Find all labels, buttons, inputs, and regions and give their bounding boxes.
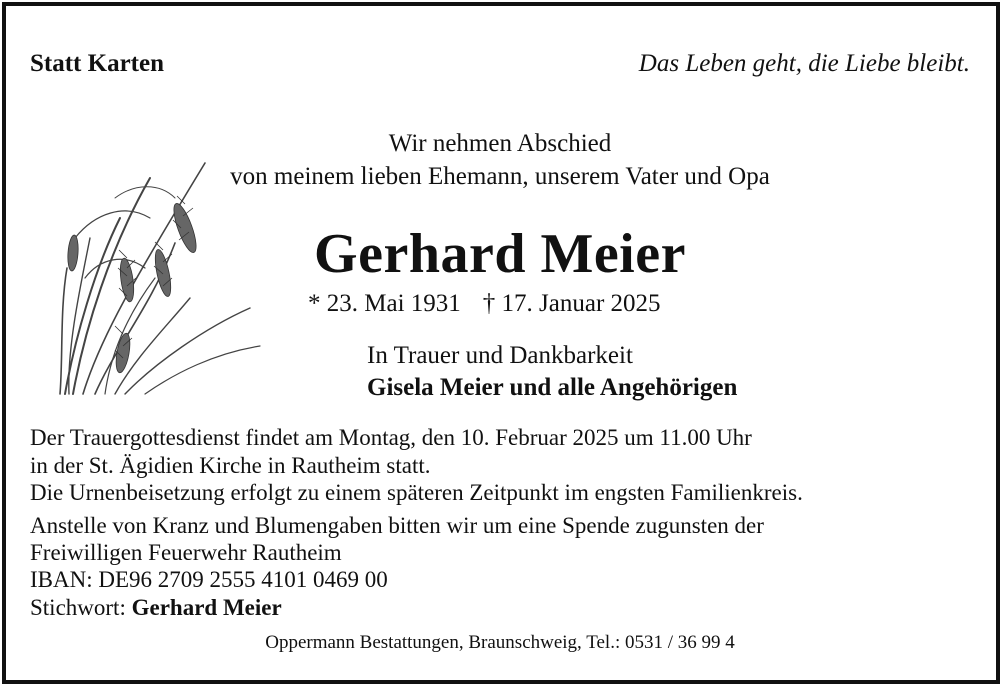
funeral-home-footer: Oppermann Bestattungen, Braunschweig, Tel.: 0531 / 36 99 4	[265, 632, 735, 653]
keyword-value: Gerhard Meier	[131, 595, 282, 620]
header-motto: Das Leben geht, die Liebe bleibt.	[638, 50, 970, 77]
header-left-text: Statt Karten	[30, 50, 164, 77]
intro-line-2: von meinem lieben Ehemann, unserem Vater und Opa	[230, 163, 770, 190]
mourners-intro: In Trauer und Dankbarkeit	[367, 342, 633, 369]
service-line-1: Der Trauergottesdienst findet am Montag, den 10. Februar 2025 um 11.00 Uhr	[30, 425, 752, 450]
donation-line-1: Anstelle von Kranz und Blumengaben bitten wir um eine Spende zugunsten der	[30, 513, 764, 538]
deceased-name: Gerhard Meier	[314, 223, 686, 285]
intro-line-1: Wir nehmen Abschied	[388, 130, 612, 157]
iban-line: IBAN: DE96 2709 2555 4101 0469 00	[30, 567, 388, 592]
service-line-2: in der St. Ägidien Kirche in Rautheim statt.	[30, 453, 431, 478]
birth-date: * 23. Mai 1931	[308, 290, 461, 317]
donation-line-2: Freiwilligen Feuerwehr Rautheim	[30, 540, 342, 565]
keyword-line	[30, 595, 282, 621]
life-dates	[308, 290, 661, 318]
burial-line: Die Urnenbeisetzung erfolgt zu einem späteren Zeitpunkt im engsten Familienkreis.	[30, 480, 803, 505]
death-date: † 17. Januar 2025	[482, 290, 661, 317]
keyword-label: Stichwort:	[30, 595, 126, 620]
mourners-names: Gisela Meier und alle Angehörigen	[367, 374, 738, 401]
